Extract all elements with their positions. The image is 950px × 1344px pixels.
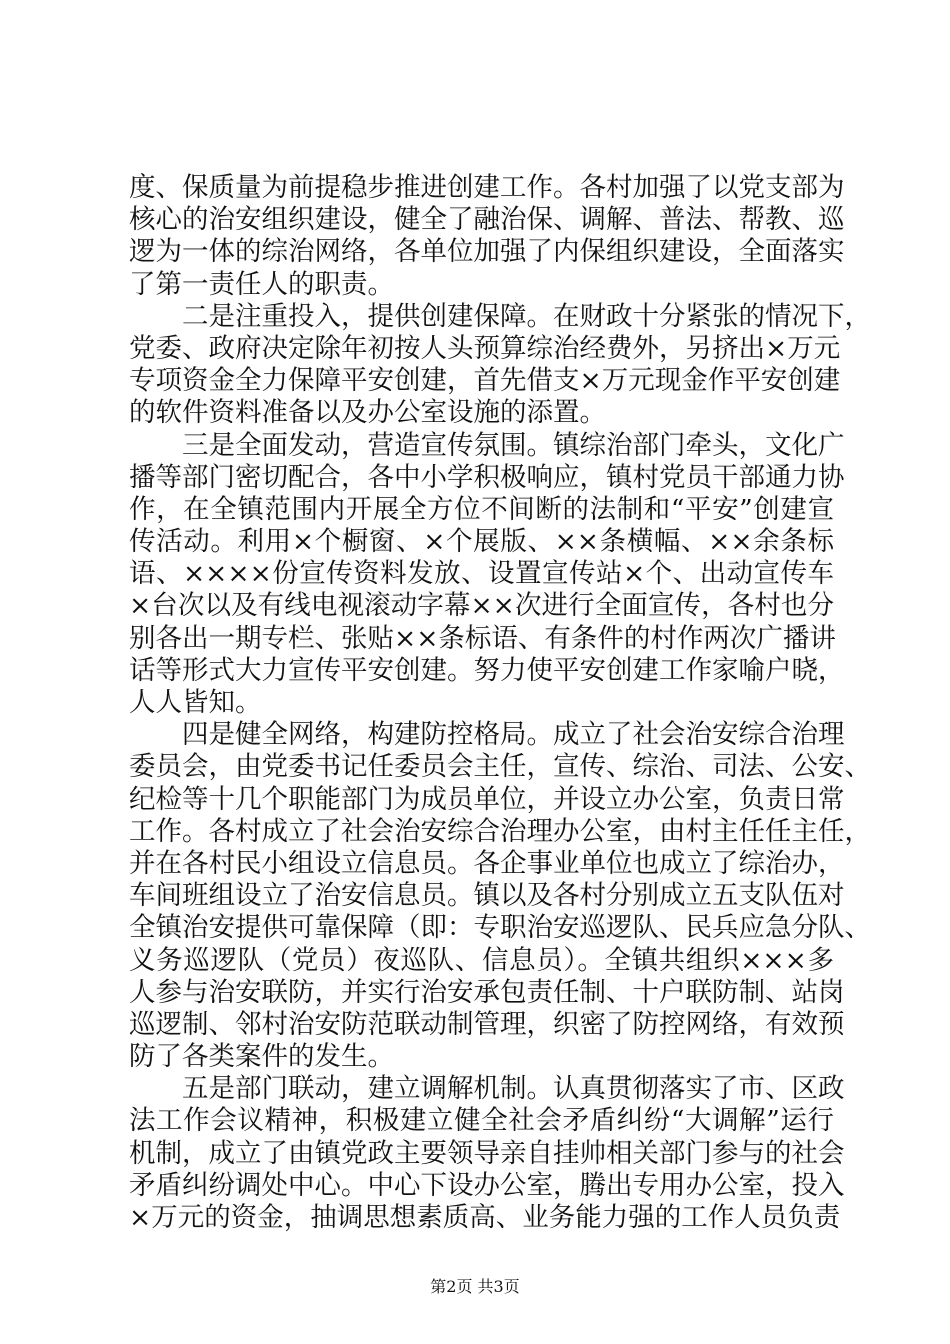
text-line: 全镇治安提供可靠保障（即：专职治安巡逻队、民兵应急分队、 — [129, 912, 871, 944]
paragraph-two — [129, 300, 871, 430]
paragraph-five — [129, 1073, 845, 1234]
paragraph-four — [129, 719, 871, 1073]
text-line: 防了各类案件的发生。 — [129, 1041, 394, 1073]
text-line: 矛盾纠纷调处中心。中心下设办公室，腾出专用办公室，投入 — [129, 1169, 845, 1201]
text-line: ×万元的资金，抽调思想素质高、业务能力强的工作人员负责 — [129, 1202, 841, 1233]
text-line: 五是部门联动，建立调解机制。认真贯彻落实了市、区政 — [182, 1073, 845, 1105]
text-line: ×台次以及有线电视滚动字幕××次进行全面宣传，各村也分 — [129, 590, 834, 622]
text-line: 党委、政府决定除年初按人头预算综治经费外，另挤出×万元 — [129, 332, 841, 364]
text-line: 四是健全网络，构建防控格局。成立了社会治安综合治理 — [182, 719, 845, 751]
document-body — [129, 172, 871, 1234]
text-line: 专项资金全力保障平安创建，首先借支×万元现金作平安创建 — [129, 365, 841, 397]
paragraph-continuation — [129, 172, 845, 301]
paragraph-three — [129, 429, 845, 720]
text-line: 话等形式大力宣传平安创建。努力使平安创建工作家喻户晓， — [129, 654, 845, 686]
text-line: 三是全面发动，营造宣传氛围。镇综治部门牵头，文化广 — [182, 429, 845, 461]
text-line: 纪检等十几个职能部门为成员单位，并设立办公室，负责日常 — [129, 783, 845, 815]
text-line: 播等部门密切配合，各中小学积极响应，镇村党员干部通力协 — [129, 461, 845, 493]
text-line: 逻为一体的综治网络，各单位加强了内保组织建设，全面落实 — [129, 236, 845, 268]
text-line: 二是注重投入，提供创建保障。在财政十分紧张的情况下， — [182, 300, 871, 332]
text-line: 委员会，由党委书记任委员会主任，宣传、综治、司法、公安、 — [129, 751, 871, 783]
text-line: 巡逻制、邻村治安防范联动制管理，织密了防控网络，有效预 — [129, 1008, 845, 1040]
page-footer: 第2页 共3页 — [430, 1277, 520, 1296]
text-line: 人参与治安联防，并实行治安承包责任制、十户联防制、站岗 — [129, 976, 845, 1008]
text-line: 法工作会议精神，积极建立健全社会矛盾纠纷“大调解”运行 — [129, 1105, 834, 1137]
text-line: 传活动。利用×个橱窗、×个展版、××条横幅、××余条标 — [129, 526, 834, 558]
text-line: 了第一责任人的职责。 — [129, 268, 394, 300]
text-line: 车间班组设立了治安信息员。镇以及各村分别成立五支队伍对 — [129, 880, 845, 912]
text-line: 义务巡逻队（党员）夜巡队、信息员）。全镇共组织×××多 — [129, 944, 834, 976]
text-line: 核心的治安组织建设，健全了融治保、调解、普法、帮教、巡 — [129, 204, 845, 236]
text-line: 语、××××份宣传资料发放、设置宣传站×个、出动宣传车 — [129, 558, 834, 590]
text-line: 人人皆知。 — [129, 687, 262, 718]
text-line: 的软件资料准备以及办公室设施的添置。 — [129, 397, 606, 429]
text-line: 机制，成立了由镇党政主要领导亲自挂帅相关部门参与的社会 — [129, 1137, 845, 1169]
text-line: 工作。各村成立了社会治安综合治理办公室，由村主任任主任， — [129, 815, 871, 847]
text-line: 并在各村民小组设立信息员。各企事业单位也成立了综治办， — [129, 847, 845, 879]
text-line: 别各出一期专栏、张贴××条标语、有条件的村作两次广播讲 — [129, 622, 836, 654]
text-line: 度、保质量为前提稳步推进创建工作。各村加强了以党支部为 — [129, 172, 845, 203]
text-line: 作，在全镇范围内开展全方位不间断的法制和“平安”创建宣 — [129, 493, 834, 525]
